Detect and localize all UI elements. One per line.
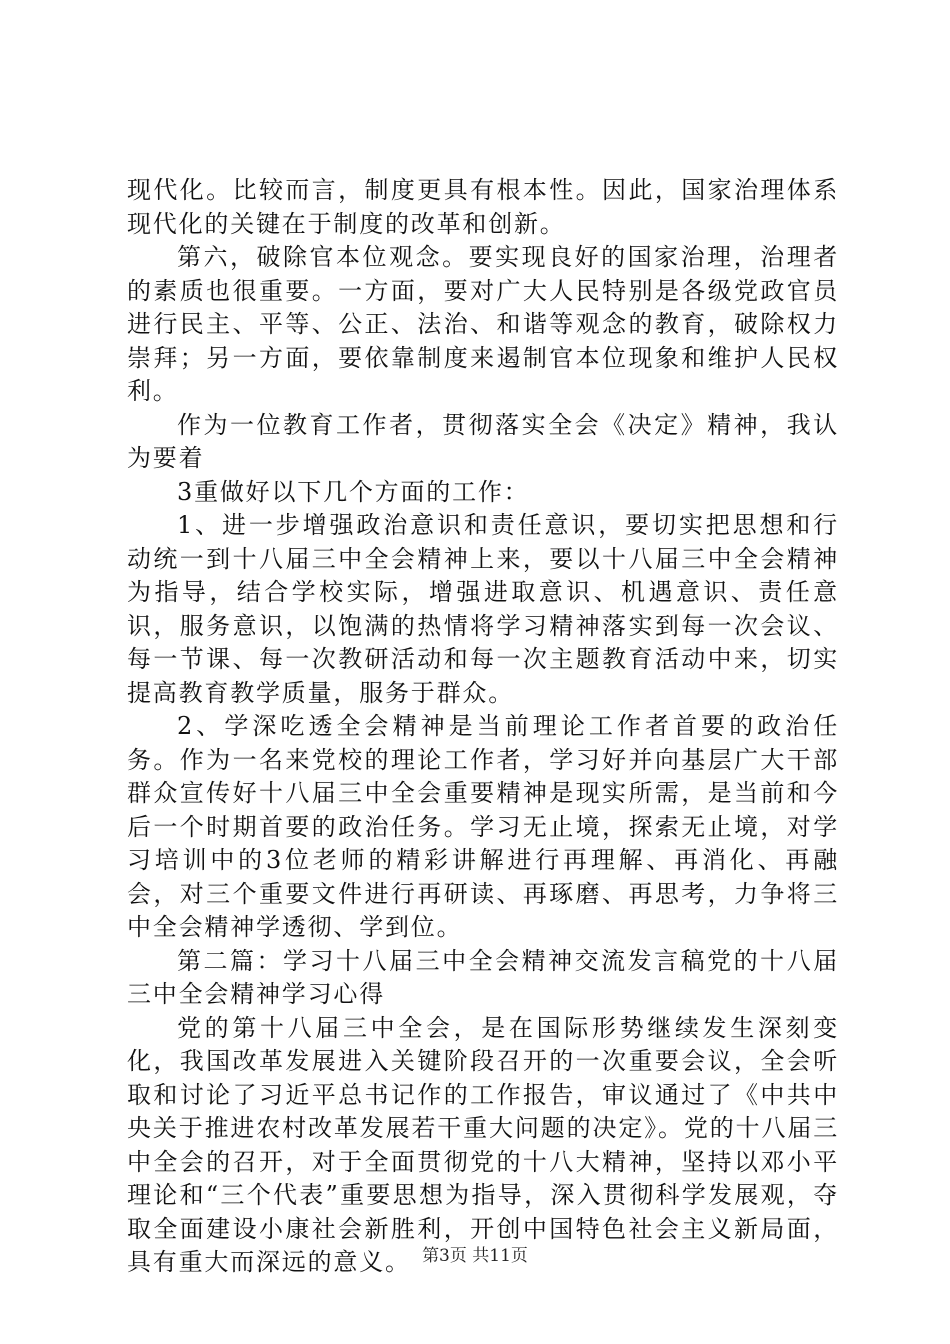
paragraph-plenum-summary: 党的第十八届三中全会，是在国际形势继续发生深刻变化，我国改革发展进入关键阶段召开的一次重要会议，全会听取和讨论了习近平总书记作的工作报告，审议通过了《中共中央关于推进农村改革发展若干重大问题的决定》。党的十八届三中全会的召开，对于全面贯彻党的十八大精神，坚持以邓小平理论和“三个代表”重要思想为指导，深入贯彻科学发展观，夺取全面建设小康社会新胜利，开创中国特色社会主义新局面，具有重大而深远的意义。: [127, 1013, 839, 1276]
paragraph-educator-intro: 作为一位教育工作者，贯彻落实全会《决定》精神，我认为要着: [127, 410, 839, 472]
paragraph-continuation: 现代化。比较而言，制度更具有根本性。因此，国家治理体系现代化的关键在于制度的改革和创新。: [127, 176, 839, 238]
page-number-footer: 第3页 共11页: [422, 1246, 528, 1266]
document-body: [127, 174, 839, 1280]
paragraph-item-six: 第六，破除官本位观念。要实现良好的国家治理，治理者的素质也很重要。一方面，要对广大人民特别是各级党政官员进行民主、平等、公正、法治、和谐等观念的教育，破除权力崇拜；另一方面，要依靠制度来遏制官本位现象和维护人民权利。: [127, 243, 839, 405]
paragraph-point-two: 2、学深吃透全会精神是当前理论工作者首要的政治任务。作为一名来党校的理论工作者，学习好并向基层广大干部群众宣传好十八届三中全会重要精神是现实所需，是当前和今后一个时期首要的政治任务。学习无止境，探索无止境，对学习培训中的3位老师的精彩讲解进行再理解、再消化、再融会，对三个重要文件进行再研读、再琢磨、再思考，力争将三中全会精神学透彻、学到位。: [127, 712, 839, 941]
paragraph-work-aspects: 3重做好以下几个方面的工作：: [177, 477, 530, 506]
section-heading-part-two: 第二篇：学习十八届三中全会精神交流发言稿党的十八届三中全会精神学习心得: [127, 946, 839, 1008]
paragraph-point-one: 1、进一步增强政治意识和责任意识，要切实把思想和行动统一到十八届三中全会精神上来，要以十八届三中全会精神为指导，结合学校实际，增强进取意识、机遇意识、责任意识，服务意识，以饱满的热情将学习精神落实到每一次会议、每一节课、每一次教研活动和每一次主题教育活动中来，切实提高教育教学质量，服务于群众。: [127, 511, 839, 707]
